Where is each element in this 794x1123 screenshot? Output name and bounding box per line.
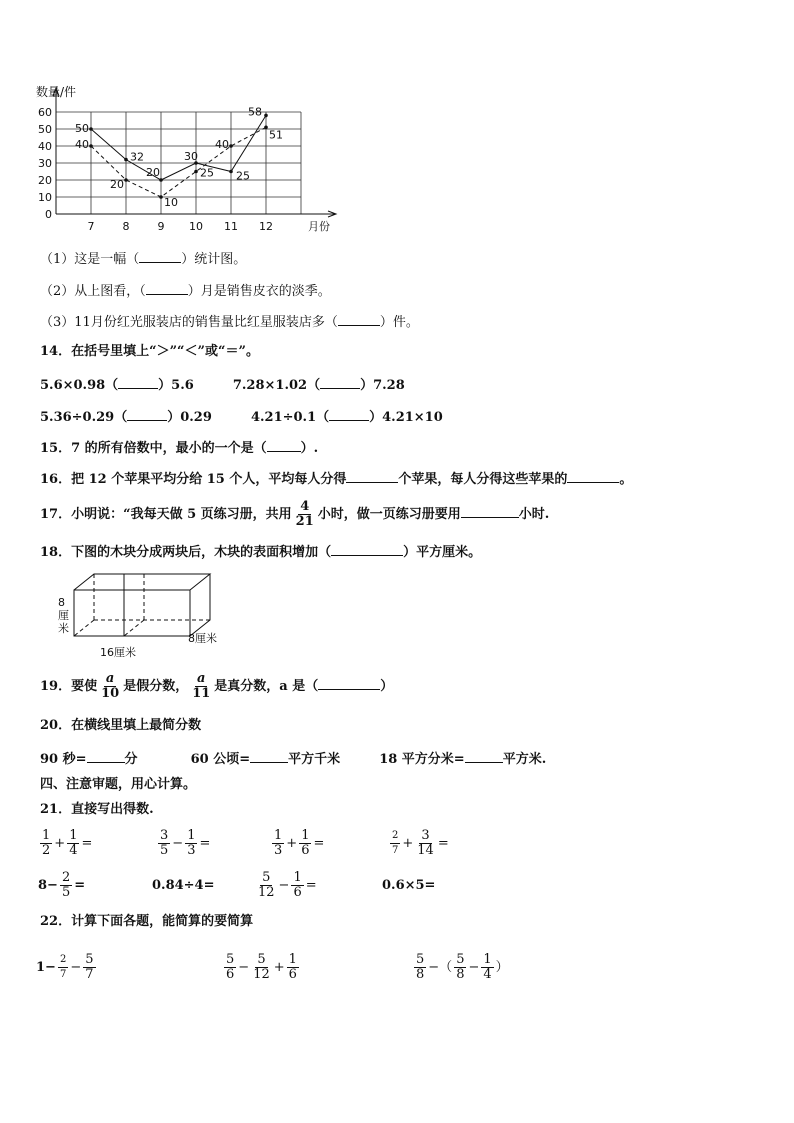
data-point (159, 195, 163, 199)
data-label: 25 (200, 166, 214, 180)
data-label: 20 (146, 166, 160, 179)
q22-expr-1: 1− $\frac{2}{7}$ − $\frac{5}{7}$ (36, 952, 94, 982)
answer-blank[interactable] (318, 677, 380, 690)
answer-blank[interactable] (461, 505, 519, 518)
answer-blank[interactable] (87, 750, 125, 763)
q13-part1: （1）这是一幅（ ）统计图。 (40, 252, 247, 267)
x-tick-label: 9 (157, 220, 165, 233)
data-label: 25 (236, 169, 250, 183)
data-point (229, 144, 233, 148)
cuboid-figure (52, 570, 232, 660)
y-tick-label: 30 (38, 157, 52, 170)
q13-part2: （2）从上图看，（ ）月是销售皮衣的淡季。 (40, 284, 331, 299)
y-tick-label: 20 (38, 174, 52, 187)
q21-expr-2: $\frac{3}{5}$ − $\frac{1}{3}$ = (160, 828, 211, 858)
q21-expr-8: 0.6×5= (382, 878, 436, 893)
q22-expr-2: $\frac{5}{6}$ − $\frac{5}{12}$ + $\frac{1}{6}$ (226, 952, 297, 982)
data-point (264, 126, 268, 130)
x-tick-label: 7 (87, 220, 95, 233)
q21-expr-7: $\frac{5}{12}$ − $\frac{1}{6}$ = (258, 870, 317, 900)
data-label: 58 (248, 105, 262, 119)
q20-row: 90 秒= 分 60 公顷= 平方千米 18 平方分米= 平方米. (40, 752, 547, 767)
q18: 18．下图的木块分成两块后，木块的表面积增加（ ）平方厘米。 (40, 545, 482, 560)
data-label: 40 (215, 138, 229, 151)
q15: 15．7 的所有倍数中，最小的一个是（ ）. (40, 441, 319, 456)
y-tick-label: 60 (38, 106, 52, 119)
x-tick-label: 12 (259, 220, 273, 233)
q19: 19．要使 $\frac{a}{10}$ 是假分数， $\frac{a}{11}$ 是真分数，a 是（ ） (40, 671, 394, 701)
cuboid-hidden-edge (74, 620, 94, 636)
cuboid-hidden-cut (124, 620, 144, 636)
cuboid-right-face (190, 574, 210, 636)
y-tick-label: 50 (38, 123, 52, 136)
q22-title: 22．计算下面各题，能简算的要简算 (40, 914, 254, 929)
q22-expr-3: $\frac{5}{8}$ −（ $\frac{5}{8}$ − $\frac{1}{4}$ ） (416, 952, 509, 982)
answer-blank[interactable] (127, 408, 167, 421)
q14-title: 14．在括号里填上“＞”“＜”或“＝”。 (40, 344, 259, 359)
y-tick-label: 0 (45, 208, 52, 221)
q21-expr-4: $\frac{2}{7}$ + $\frac{3}{14}$ = (392, 828, 449, 858)
q21-expr-1: $\frac{1}{2}$ + $\frac{1}{4}$ = (42, 828, 93, 858)
answer-blank[interactable] (267, 439, 301, 452)
data-label: 20 (110, 178, 124, 191)
data-point (89, 127, 93, 131)
q21-expr-5: 8− $\frac{2}{5}$ = (38, 870, 86, 900)
q21-expr-3: $\frac{1}{3}$ + $\frac{1}{6}$ = (274, 828, 325, 858)
q17: 17．小明说：“我每天做 5 页练习册，共用 $\frac{4}{21}$ 小时，做一页练习册要用 小时. (40, 499, 550, 529)
q21-title: 21．直接写出得数. (40, 802, 154, 817)
data-label: 50 (75, 122, 89, 135)
answer-blank[interactable] (567, 470, 619, 483)
data-point (89, 144, 93, 148)
answer-blank[interactable] (146, 282, 188, 295)
q16: 16．把 12 个苹果平均分给 15 个人，平均每人分得 个苹果，每人分得这些苹果的 。 (40, 472, 633, 487)
answer-blank[interactable] (320, 376, 360, 389)
data-label: 40 (75, 138, 89, 151)
x-axis-label: 月份 (308, 220, 330, 233)
q14-row1: 5.6×0.98（ ）5.6 7.28×1.02（ ）7.28 (40, 378, 405, 393)
cuboid-height-label: 8 厘 米 (58, 596, 69, 635)
answer-blank[interactable] (329, 408, 369, 421)
data-point (229, 170, 233, 174)
q21-expr-6: 0.84÷4= (152, 878, 215, 893)
fraction-a-11: $\frac{a}{11}$ (192, 671, 211, 701)
q13-part3: （3）11月份红光服装店的销售量比红星服装店多（ ）件。 (40, 315, 419, 330)
data-label: 10 (164, 196, 178, 209)
answer-blank[interactable] (250, 750, 288, 763)
q14-row2: 5.36÷0.29（ ）0.29 4.21÷0.1（ ）4.21×10 (40, 410, 443, 425)
y-tick-label: 10 (38, 191, 52, 204)
answer-blank[interactable] (139, 250, 181, 263)
fraction-a-10: $\frac{a}{10}$ (101, 671, 120, 701)
answer-blank[interactable] (338, 313, 380, 326)
section4-title: 四、注意审题，用心计算。 (40, 777, 197, 792)
data-point (194, 170, 198, 174)
data-label: 32 (130, 150, 144, 164)
y-tick-label: 40 (38, 140, 52, 153)
data-label: 30 (184, 150, 198, 163)
answer-blank[interactable] (465, 750, 503, 763)
answer-blank[interactable] (118, 376, 158, 389)
q20-title: 20．在横线里填上最简分数 (40, 718, 202, 733)
data-point (124, 158, 128, 162)
answer-blank[interactable] (346, 470, 398, 483)
x-tick-label: 11 (224, 220, 238, 233)
chart-labels (36, 84, 330, 233)
fraction-4-21: $\frac{4}{21}$ (295, 499, 314, 529)
cuboid-length-label: 16厘米 (100, 646, 136, 659)
data-label: 51 (269, 128, 283, 142)
y-axis-label: 数量/件 (36, 85, 77, 99)
x-tick-label: 10 (189, 220, 203, 233)
data-point (264, 114, 268, 118)
answer-blank[interactable] (331, 543, 403, 556)
x-tick-label: 8 (122, 220, 130, 233)
data-point (124, 178, 128, 182)
cuboid-depth-label: 8厘米 (188, 632, 217, 645)
line-chart (30, 82, 350, 237)
